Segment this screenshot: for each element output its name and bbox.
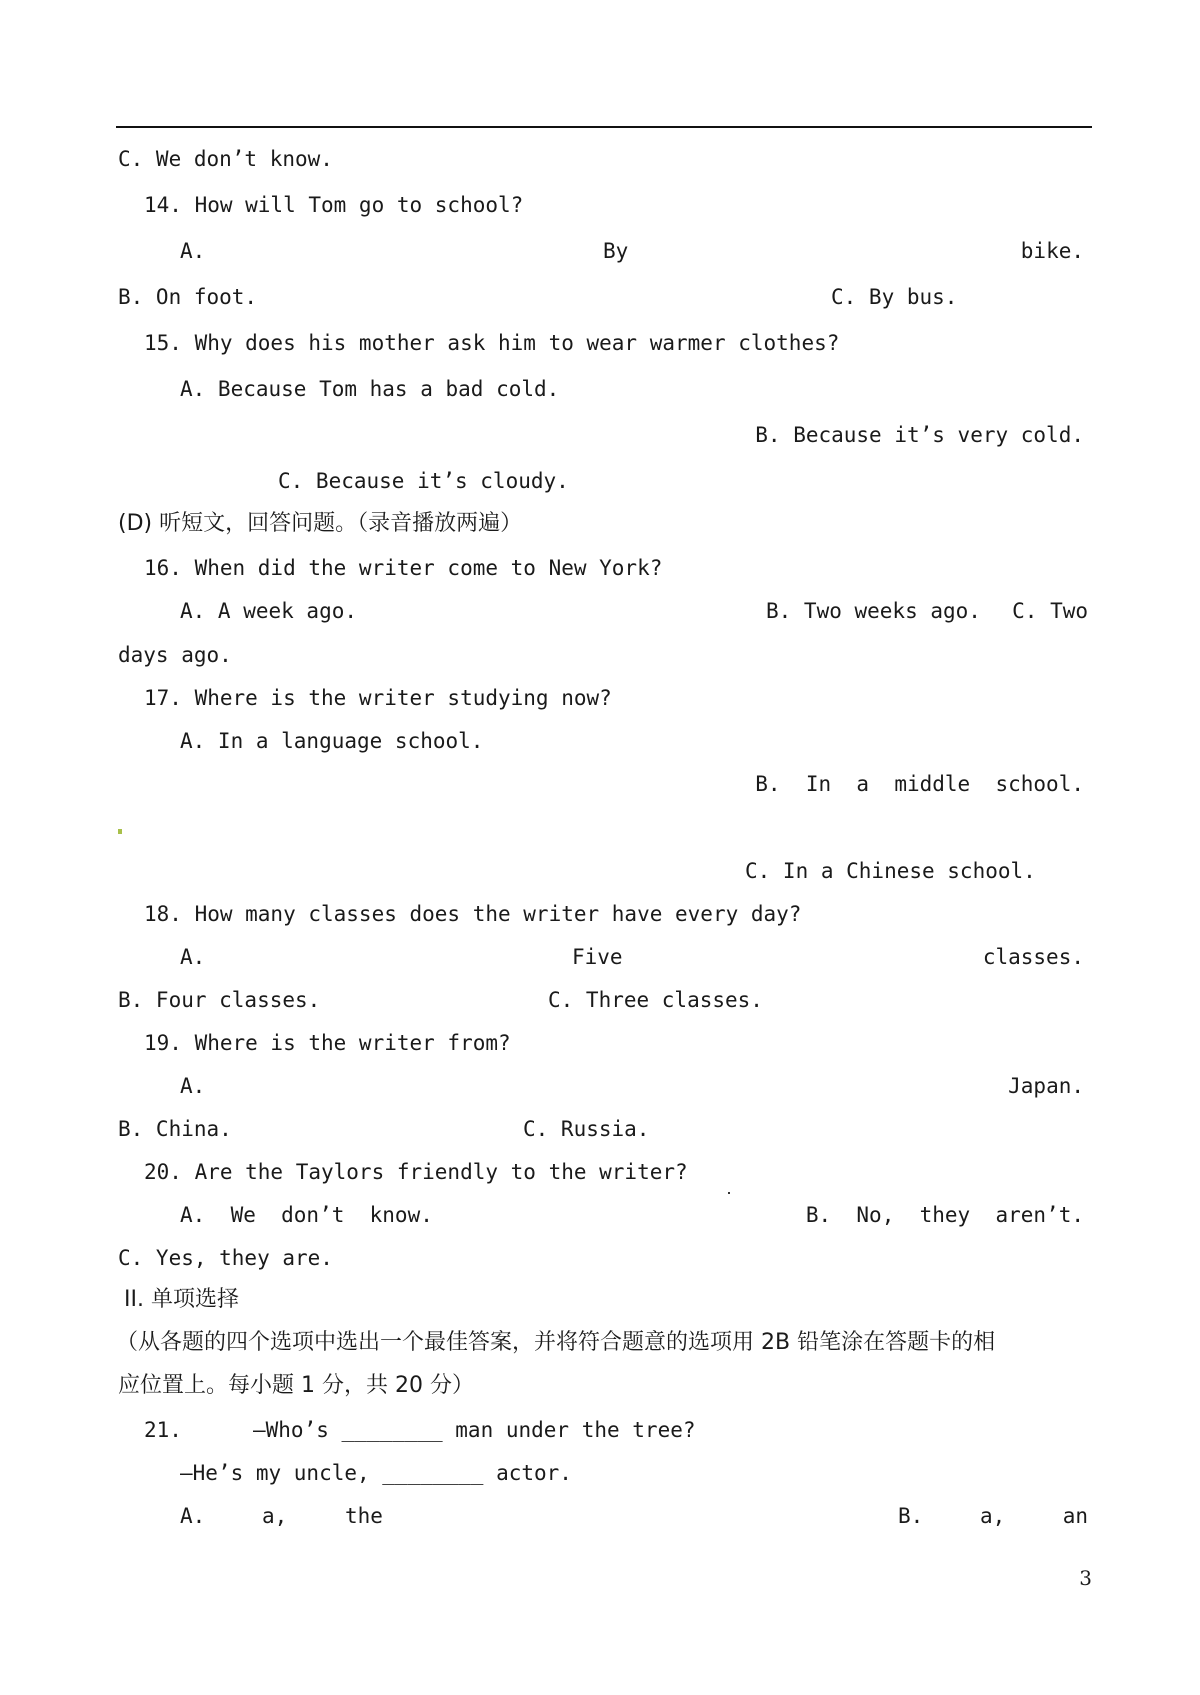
page-number: 3 bbox=[1079, 1566, 1092, 1590]
q21-option-a-word2: the bbox=[345, 1504, 383, 1528]
q14-stem: 14. How will Tom go to school? bbox=[144, 193, 524, 217]
section-2-instructions-2: 应位置上。每小题 1 分，共 20 分） bbox=[118, 1373, 474, 1398]
section-2-instructions-1: （从各题的四个选项中选出一个最佳答案，并将符合题意的选项用 2B 铅笔涂在答题卡的相 bbox=[116, 1330, 996, 1355]
green-mark bbox=[118, 829, 122, 834]
q13-option-c: C. We don’t know. bbox=[118, 147, 333, 171]
q16-stem: 16. When did the writer come to New York? bbox=[144, 556, 663, 580]
q14-option-a-word-end: bike. bbox=[1020, 239, 1084, 263]
q21-stem-line1: —Who’s ________ man under the tree? bbox=[253, 1418, 696, 1442]
q21-option-b-label: B. bbox=[898, 1504, 924, 1528]
q18-option-a-word: Five bbox=[572, 945, 623, 969]
q17-option-c: C. In a Chinese school. bbox=[745, 859, 1036, 883]
q18-option-c: C. Three classes. bbox=[548, 988, 763, 1012]
q14-option-b: B. On foot. bbox=[118, 285, 258, 309]
q19-option-b: B. China. bbox=[118, 1117, 232, 1141]
q14-option-a-word: By bbox=[603, 239, 629, 263]
q20-option-b: B. No, they aren’t. bbox=[805, 1203, 1084, 1227]
q20-stem: 20. Are the Taylors friendly to the writer? bbox=[144, 1160, 688, 1184]
q14-option-c: C. By bus. bbox=[831, 285, 958, 309]
q21-number: 21. bbox=[144, 1418, 182, 1442]
q21-stem-line2: —He’s my uncle, ________ actor. bbox=[180, 1461, 572, 1485]
q21-option-b-word2: an bbox=[1062, 1504, 1088, 1528]
q15-option-c: C. Because it’s cloudy. bbox=[278, 469, 569, 493]
q20-option-c: C. Yes, they are. bbox=[118, 1246, 333, 1270]
q15-option-a: A. Because Tom has a bad cold. bbox=[180, 377, 560, 401]
q15-option-b: B. Because it’s very cold. bbox=[755, 423, 1084, 447]
header-rule bbox=[116, 126, 1092, 128]
q16-option-c: C. Two bbox=[1012, 599, 1088, 623]
q19-option-a-word: Japan. bbox=[1008, 1074, 1084, 1098]
stray-dot bbox=[728, 1192, 730, 1194]
section-2-heading: II. 单项选择 bbox=[124, 1287, 239, 1312]
q16-option-b: B. Two weeks ago. bbox=[766, 599, 981, 623]
q14-option-a-label: A. bbox=[180, 239, 206, 263]
q18-stem: 18. How many classes does the writer have every day? bbox=[144, 902, 802, 926]
q20-option-a: A. We don’t know. bbox=[180, 1203, 433, 1227]
q19-option-a-label: A. bbox=[180, 1074, 206, 1098]
q21-option-a-label: A. bbox=[180, 1504, 206, 1528]
q17-option-a: A. In a language school. bbox=[180, 729, 484, 753]
q18-option-a-label: A. bbox=[180, 945, 206, 969]
q21-option-b-word1: a, bbox=[980, 1504, 1006, 1528]
q16-option-a: A. A week ago. bbox=[180, 599, 358, 623]
q17-option-b: B. In a middle school. bbox=[755, 772, 1084, 796]
q16-option-c-cont: days ago. bbox=[118, 643, 232, 667]
q21-option-a-word1: a, bbox=[262, 1504, 288, 1528]
q19-stem: 19. Where is the writer from? bbox=[144, 1031, 511, 1055]
q19-option-c: C. Russia. bbox=[523, 1117, 650, 1141]
q18-option-b: B. Four classes. bbox=[118, 988, 321, 1012]
q17-stem: 17. Where is the writer studying now? bbox=[144, 686, 612, 710]
q15-stem: 15. Why does his mother ask him to wear warmer clothes? bbox=[144, 331, 840, 355]
section-d-heading: (D) 听短文，回答问题。（录音播放两遍） bbox=[118, 511, 523, 536]
q18-option-a-word-end: classes. bbox=[982, 945, 1084, 969]
